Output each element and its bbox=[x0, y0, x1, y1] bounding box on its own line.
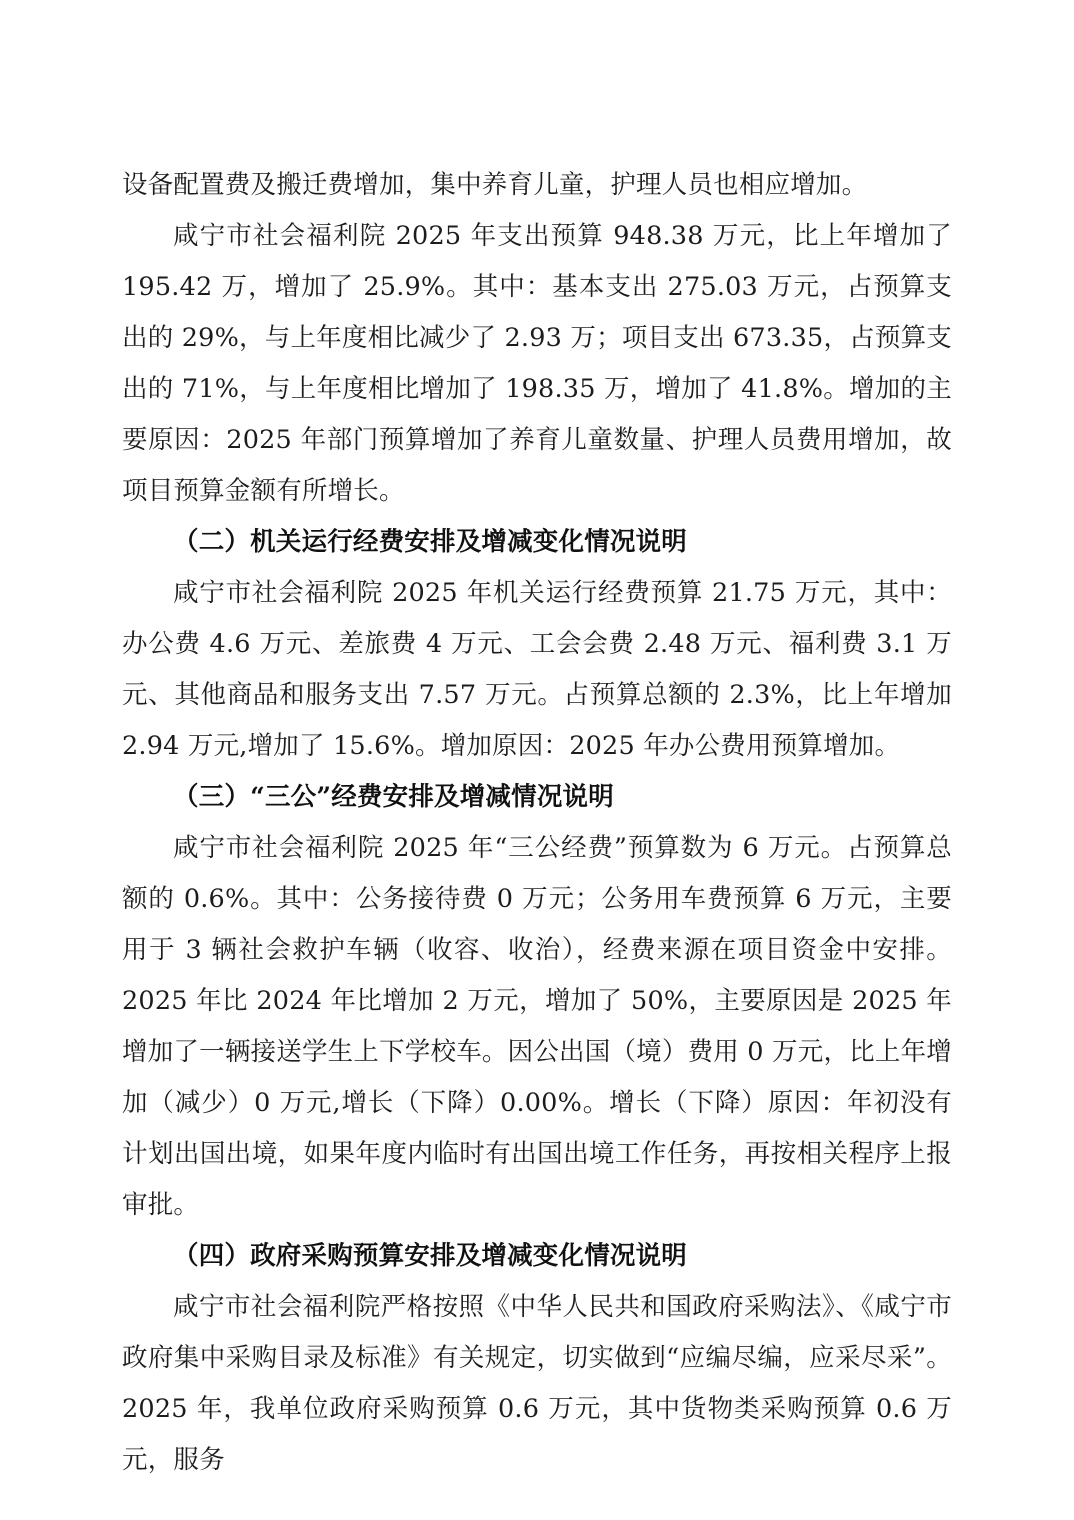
page-content bbox=[122, 160, 952, 1486]
paragraph-expenditure-budget-2025: 咸宁市社会福利院 2025 年支出预算 948.38 万元，比上年增加了 195.42 万，增加了 25.9%。其中：基本支出 275.03 万元，占预算支出的 29%，与上年度相比减少了 2.93 万；项目支出 673.35，占预算支出的 71%，与上年度相比增加了 198.35 万，增加了 41.8%。增加的主要原因：2025 年部门预算增加了养育儿童数量、护理人员费用增加，故项目预算金额有所增长。 bbox=[122, 221, 952, 506]
paragraph-section-four-body: 咸宁市社会福利院严格按照《中华人民共和国政府采购法》、《咸宁市政府集中采购目录及标准》有关规定，切实做到“应编尽编，应采尽采”。2025 年，我单位政府采购预算 0.6 万元，其中货物类采购预算 0.6 万元，服务 bbox=[122, 1292, 952, 1475]
heading-section-two: （二）机关运行经费安排及增减变化情况说明 bbox=[173, 527, 688, 557]
paragraph-section-two-body: 咸宁市社会福利院 2025 年机关运行经费预算 21.75 万元，其中：办公费 4.6 万元、差旅费 4 万元、工会会费 2.48 万元、福利费 3.1 万元、其他商品和服务支出 7.57 万元。占预算总额的 2.3%，比上年增加 2.94 万元,增加了 15.6%。增加原因：2025 年办公费用预算增加。 bbox=[122, 578, 952, 761]
paragraph-section-three-body: 咸宁市社会福利院 2025 年“三公经费”预算数为 6 万元。占预算总额的 0.6%。其中：公务接待费 0 万元；公务用车费预算 6 万元，主要用于 3 辆社会救护车辆（收容、收治），经费来源在项目资金中安排。2025 年比 2024 年比增加 2 万元，增加了 50%，主要原因是 2025 年增加了一辆接送学生上下学校车。因公出国（境）费用 0 万元，比上年增加（减少）0 万元,增长（下降）0.00%。增长（下降）原因：年初没有计划出国出境，如果年度内临时有出国出境工作任务，再按相关程序上报审批。 bbox=[122, 833, 952, 1220]
paragraph-equipment-relocation: 设备配置费及搬迁费增加，集中养育儿童，护理人员也相应增加。 bbox=[122, 170, 868, 200]
heading-section-four: （四）政府采购预算安排及增减变化情况说明 bbox=[173, 1241, 688, 1271]
heading-section-three: （三）“三公”经费安排及增减情况说明 bbox=[173, 782, 614, 812]
